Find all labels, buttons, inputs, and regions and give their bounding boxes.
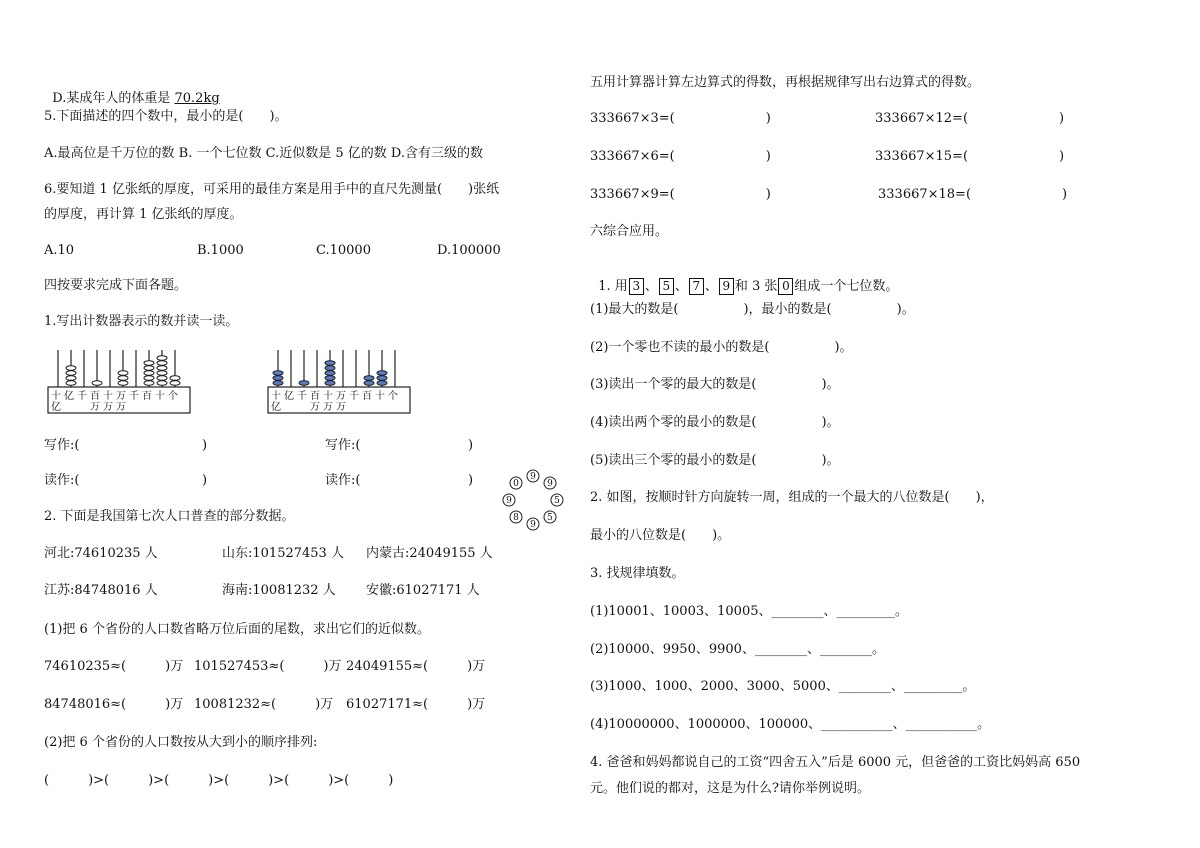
svg-text:9: 9 [547,479,553,489]
write-close-2: ) [468,438,474,453]
write-label-2: 写作:( [325,438,361,453]
digit-circle-figure [500,468,566,534]
s4-question-2: 2. 下面是我国第七次人口普查的部分数据。 [44,509,295,524]
q3-item-4: (4)10000000、1000000、100000、___________、___________。 [590,717,991,732]
question-5-options: A.最高位是千万位的数 B. 一个七位数 C.近似数是 5 亿的数 D.含有三级的数 [44,146,483,161]
read-close-1: ) [202,473,208,488]
svg-text:万: 万 [310,402,320,413]
svg-text:9: 9 [530,520,536,530]
write-close-1: ) [202,438,208,453]
svg-text:千: 千 [297,391,307,402]
question-5: 5.下面描述的四个数中，最小的是( )。 [44,109,288,124]
digit-card-3: 3 [629,278,644,295]
approx-6: 61027171≈( )万 [346,697,486,712]
q4-option-d-value: 70.2kg [174,91,220,106]
q1-prefix: 1. 用 [598,279,628,294]
svg-text:千: 千 [349,391,359,402]
q4-option-d-text: D.某成年人的体重是 [52,91,175,106]
population-neimenggu: 内蒙古:24049155 人 [366,546,493,561]
approx-4: 84748016≈( )万 [44,697,184,712]
approx-5: 10081232≈( )万 [194,697,334,712]
abacus-1 [44,345,194,415]
svg-text:百: 百 [310,391,320,402]
read-label-1: 读作:( [44,473,80,488]
svg-text:百: 百 [90,391,100,402]
svg-text:十: 十 [271,391,281,402]
digit-card-5: 5 [659,278,674,295]
q1-part-1: (1)最大的数是( )，最小的数是( )。 [590,302,915,317]
svg-text:9: 9 [530,472,536,482]
svg-text:万: 万 [323,402,333,413]
svg-text:个: 个 [388,391,398,402]
population-hebei: 河北:74610235 人 [44,546,158,561]
write-label-1: 写作:( [44,438,80,453]
abacus-2 [264,345,414,415]
svg-text:万: 万 [116,402,126,413]
calc-right-3: 333667×18=( ) [878,187,1068,202]
approx-1: 74610235≈( )万 [44,659,184,674]
digit-card-9: 9 [719,278,734,295]
svg-text:十: 十 [323,391,333,402]
population-jiangsu: 江苏:84748016 人 [44,583,158,598]
read-label-2: 读作:( [325,473,361,488]
q1-part-5: (5)读出三个零的最小的数是( )。 [590,453,840,468]
q1-part-3: (3)读出一个零的最大的数是( )。 [590,377,840,392]
svg-text:十: 十 [375,391,385,402]
svg-text:十: 十 [103,391,113,402]
s6-question-4-line2: 元。他们说的都对，这是为什么?请你举例说明。 [590,781,870,796]
svg-text:千: 千 [129,391,139,402]
svg-text:5: 5 [547,513,553,523]
calc-left-2: 333667×6=( ) [590,149,771,164]
q4-option-d [44,75,220,107]
population-hainan: 海南:10081232 人 [222,583,336,598]
svg-text:万: 万 [336,391,346,402]
svg-text:万: 万 [116,391,126,402]
digit-card-0: 0 [778,278,793,295]
svg-text:万: 万 [90,402,100,413]
order-row: ( )>( )>( )>( )>( )>( ) [44,773,394,788]
svg-text:亿: 亿 [284,391,294,402]
calc-left-3: 333667×9=( ) [590,187,771,202]
approx-2: 101527453≈( )万 [194,659,342,674]
q6-option-c: C.10000 [316,243,371,258]
svg-text:亿: 亿 [271,402,281,413]
calc-right-1: 333667×12=( ) [875,111,1065,126]
svg-text:个: 个 [168,391,178,402]
svg-text:百: 百 [362,391,372,402]
calc-right-2: 333667×15=( ) [875,149,1065,164]
q1-suffix: 组成一个七位数。 [794,279,899,294]
question-6-line1: 6.要知道 1 亿张纸的厚度，可采用的最佳方案是用手中的直尺先测量( )张纸 [44,182,500,197]
svg-text:亿: 亿 [51,402,61,413]
svg-text:9: 9 [506,496,512,506]
s6-question-3-title: 3. 找规律填数。 [590,566,685,581]
digit-card-7: 7 [689,278,704,295]
s6-question-2-line1: 2. 如图，按顺时针方向旋转一周，组成的一个最大的八位数是( )， [590,490,994,505]
svg-text:万: 万 [336,402,346,413]
s4-q2-part1: (1)把 6 个省份的人口数省略万位后面的尾数，求出它们的近似数。 [44,622,430,637]
q6-option-d: D.100000 [437,243,501,258]
q3-item-2: (2)10000、9950、9900、________、________。 [590,642,885,657]
q6-option-a: A.10 [44,243,75,258]
svg-text:5: 5 [554,496,560,506]
s6-question-2-line2: 最小的八位数是( )。 [590,528,731,543]
q6-option-b: B.1000 [197,243,244,258]
q1-mid: 和 3 张 [734,279,778,294]
question-6-line2: 的厚度，再计算 1 亿张纸的厚度。 [44,207,243,222]
svg-text:亿: 亿 [64,391,74,402]
population-shandong: 山东:101527453 人 [222,546,344,561]
svg-text:十: 十 [155,391,165,402]
svg-text:8: 8 [513,513,519,523]
section-4-title: 四按要求完成下面各题。 [44,278,188,293]
approx-3: 24049155≈( )万 [346,659,486,674]
q3-item-3: (3)1000、1000、2000、3000、5000、________、_________。 [590,679,976,694]
section-5-title: 五用计算器计算左边算式的得数，再根据规律写出右边算式的得数。 [590,75,981,90]
s6-question-1: 1. 用 3 、 5 、 7 、 9 和 3 张 0 组成一个七位数。 [598,279,899,294]
s4-question-1: 1.写出计数器表示的数并读一读。 [44,314,239,329]
s4-q2-part2: (2)把 6 个省份的人口数按从大到小的顺序排列: [44,735,318,750]
svg-text:0: 0 [513,479,519,489]
svg-text:万: 万 [103,402,113,413]
svg-text:百: 百 [142,391,152,402]
svg-text:千: 千 [77,391,87,402]
svg-text:十: 十 [51,391,61,402]
calc-left-1: 333667×3=( ) [590,111,771,126]
q3-item-1: (1)10001、10003、10005、________、_________。 [590,604,908,619]
section-6-title: 六综合应用。 [590,224,669,239]
q1-part-2: (2)一个零也不读的最小的数是( )。 [590,340,853,355]
read-close-2: ) [468,473,474,488]
population-anhui: 安徽:61027171 人 [366,583,480,598]
q1-part-4: (4)读出两个零的最小的数是( )。 [590,415,840,430]
s6-question-4-line1: 4. 爸爸和妈妈都说自己的工资“四舍五入”后是 6000 元，但爸爸的工资比妈妈高 650 [590,755,1081,770]
